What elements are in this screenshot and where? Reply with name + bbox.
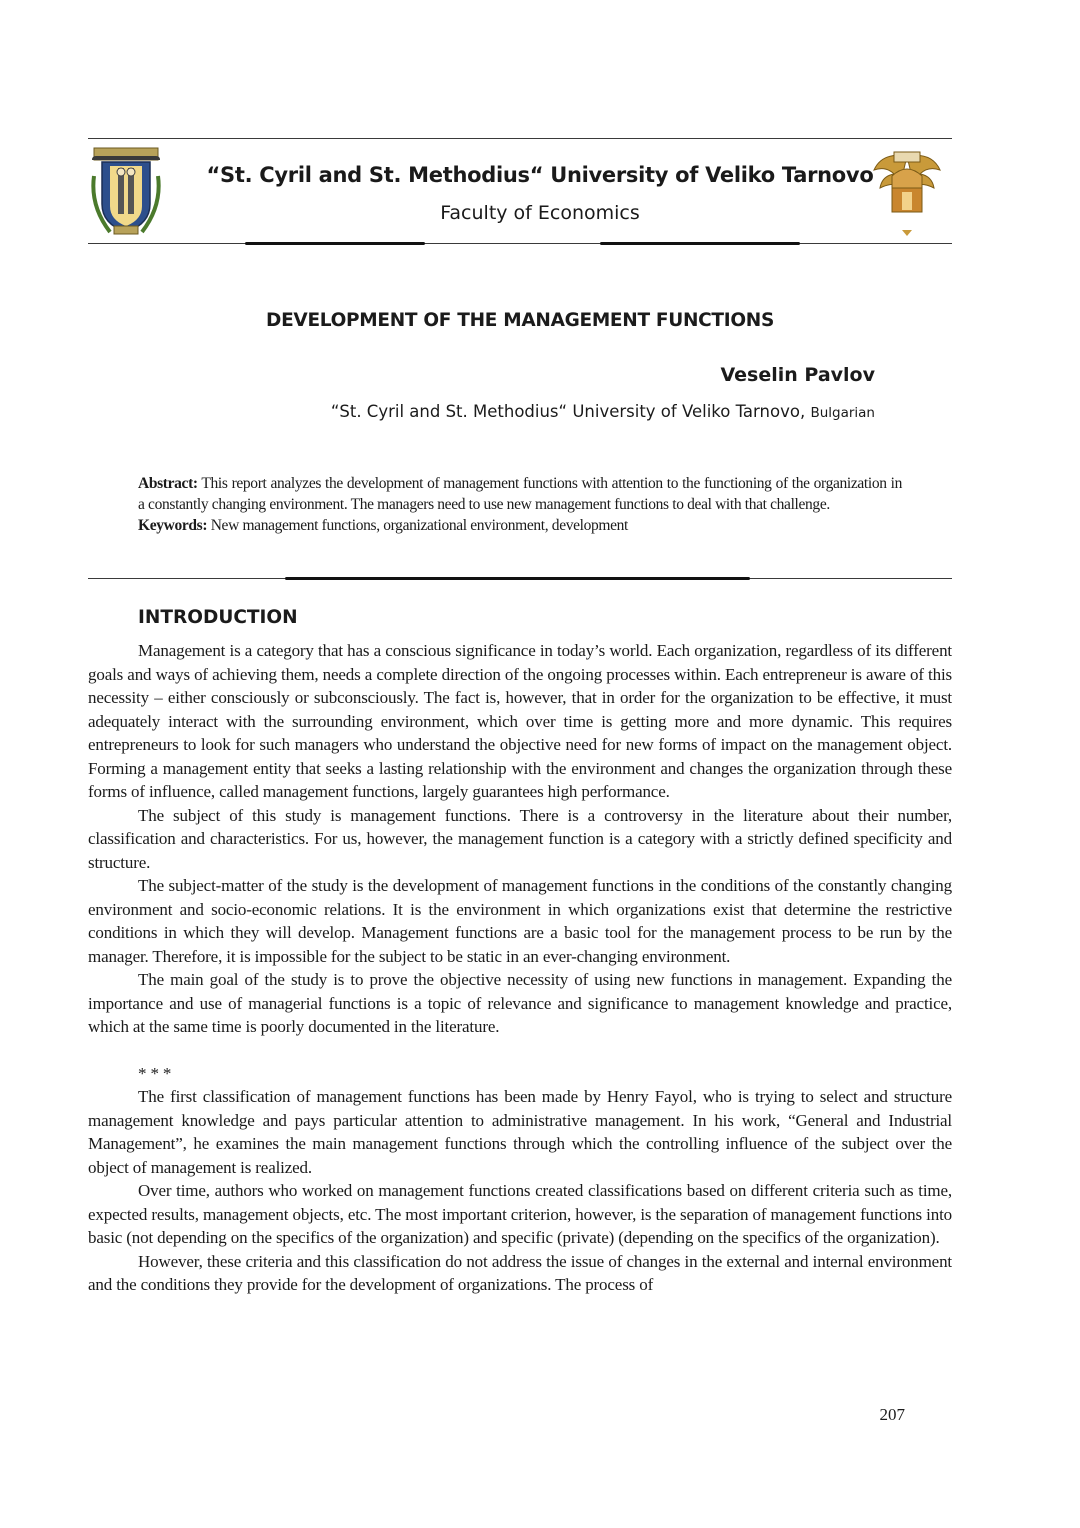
paper-title: DEVELOPMENT OF THE MANAGEMENT FUNCTIONS bbox=[266, 310, 774, 331]
body-paragraph: The main goal of the study is to prove the objective necessity of using new functions in management. Expanding the importance and use of managerial functions is a topic of relevance and significance to management knowledge and practice, which at the same time is poorly documented in the literature. bbox=[88, 970, 952, 1036]
abstract-label: Abstract: bbox=[138, 475, 198, 492]
keywords-label: Keywords: bbox=[138, 517, 208, 534]
abstract-text: This report analyzes the development of management functions with attention to the functioning of the organization in a constantly changing environment. The managers need to use new management functions to deal with that challenge. bbox=[138, 475, 902, 513]
page-number: 207 bbox=[879, 1405, 905, 1424]
keywords-paragraph bbox=[138, 515, 902, 536]
header-top-rule bbox=[88, 138, 952, 139]
keywords-text: New management functions, organizational environment, development bbox=[207, 517, 629, 534]
body-paragraph: Over time, authors who worked on management functions created classifications based on different criteria such as time, expected results, management objects, etc. The most important criterion, however, is the separation of management functions into basic (not depending on the specifics of the organization) and specific (private) (depending on the specifics of the organization). bbox=[88, 1181, 952, 1247]
university-crest-icon bbox=[88, 146, 164, 238]
header-rule-accent-left bbox=[245, 242, 425, 245]
university-name: “St. Cyril and St. Methodius“ University of Veliko Tarnovo bbox=[206, 163, 874, 187]
header-bottom-rule bbox=[88, 243, 952, 244]
affiliation-country: Bulgarian bbox=[810, 405, 875, 421]
affiliation-text: “St. Cyril and St. Methodius“ University of Veliko Tarnovo, bbox=[330, 402, 806, 421]
body-text bbox=[88, 639, 952, 1297]
body-paragraph: However, these criteria and this classification do not address the issue of changes in the external and internal environment and the conditions they provide for the development of organizations. The process of bbox=[88, 1251, 952, 1294]
section-separator: * * * bbox=[138, 1063, 172, 1083]
abstract-paragraph bbox=[138, 473, 902, 515]
abstract-rule-accent bbox=[285, 577, 750, 580]
header-rule-accent-right bbox=[600, 242, 800, 245]
body-paragraph: The first classification of management functions has been made by Henry Fayol, who is trying to select and structure management knowledge and pays particular attention to administrative management. In his work, “General and Industrial Management”, he examines the main management functions through which the controlling influence of the subject over the object of management is realized. bbox=[88, 1087, 952, 1177]
body-paragraph: Management is a category that has a conscious significance in today’s world. Each organization, regardless of its different goals and ways of achieving them, needs a complete direction of the ongoing processes within. Each entrepreneur is aware of this necessity – either consciously or subconsciously. The fact is, however, that in order for the organization to be effective, it must adequately interact with the surrounding environment, which over time is getting more and more dynamic. This requires entrepreneurs to look for such managers who understand the objective need for new forms of impact on the management object. Forming a management entity that seeks a lasting relationship with the environment and changes the organization through these forms of influence, called management functions, largely guarantees high performance. bbox=[88, 641, 952, 801]
body-paragraph: The subject of this study is management functions. There is a controversy in the literature about their number, classification and characteristics. For us, however, the management function is a category with a strictly defined specificity and structure. bbox=[88, 805, 952, 872]
faculty-emblem-icon bbox=[872, 146, 942, 244]
author-name: Veselin Pavlov bbox=[720, 364, 875, 386]
section-heading-introduction: INTRODUCTION bbox=[138, 607, 298, 628]
abstract-block bbox=[138, 473, 902, 536]
body-paragraph: The subject-matter of the study is the development of management functions in the conditions of the constantly changing environment and socio-economic relations. It is the environment in which organizations exist that determine the restrictive conditions in which they will develop. Management functions are a basic tool for the management process to be run by the manager. Therefore, it is impossible for the subject to be static in an ever-changing environment. bbox=[88, 876, 952, 966]
author-affiliation bbox=[331, 402, 875, 421]
faculty-name: Faculty of Economics bbox=[440, 202, 640, 224]
